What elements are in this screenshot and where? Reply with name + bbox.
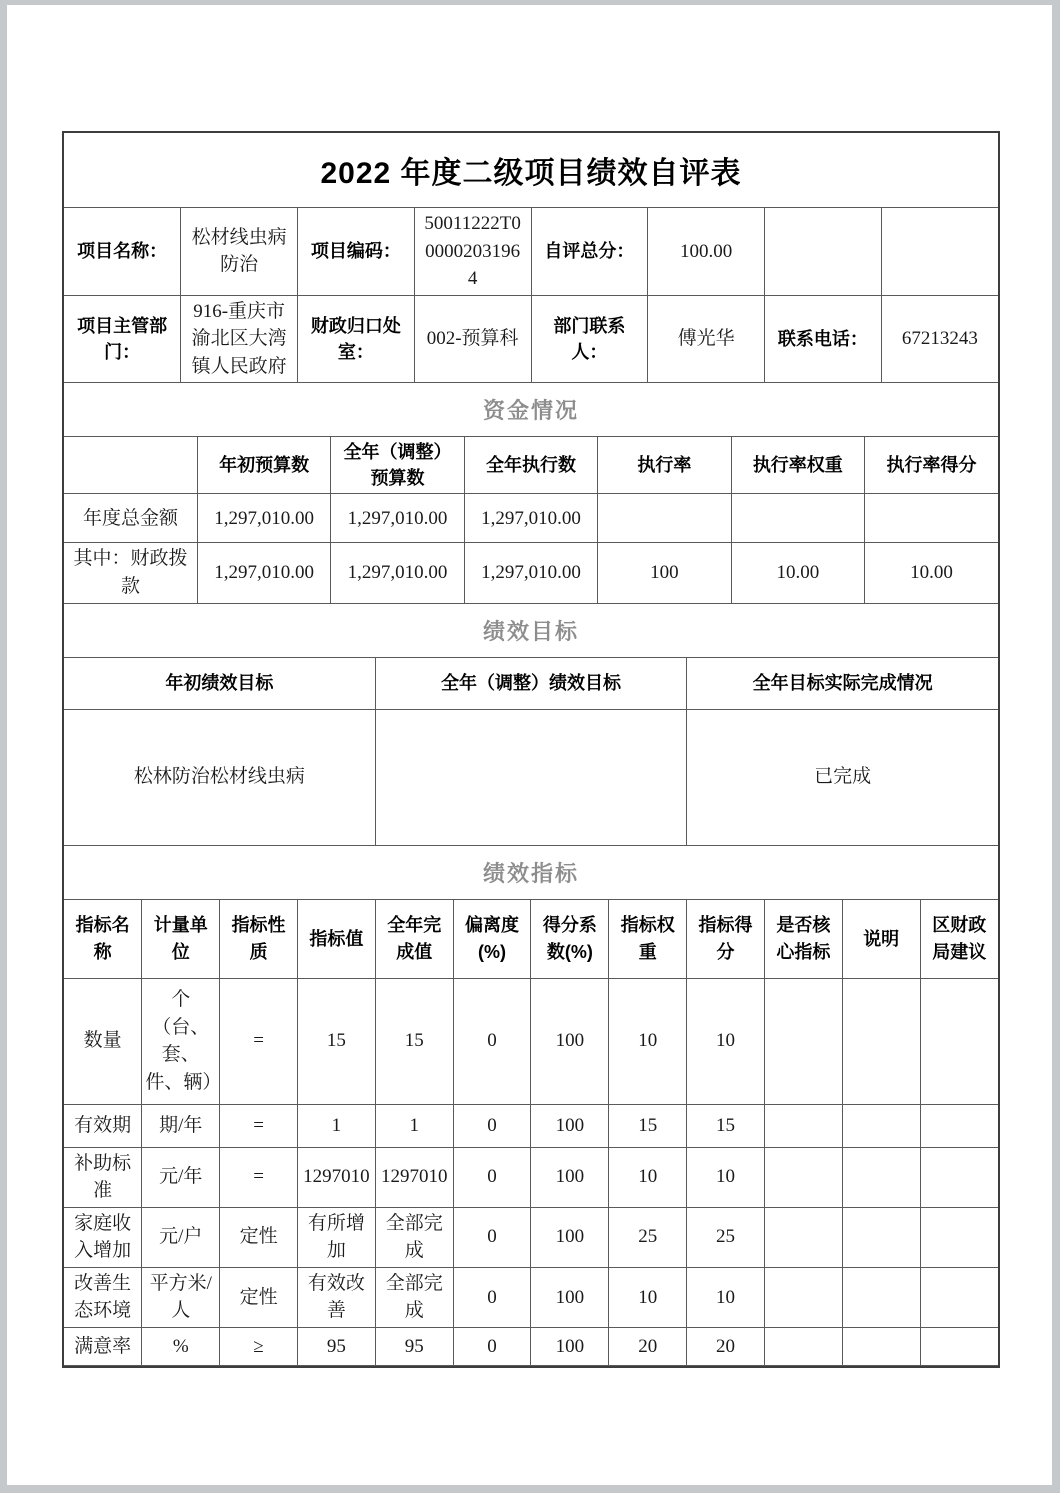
performance-goals-table xyxy=(64,657,998,846)
document-page xyxy=(7,5,1052,1485)
table-cell: 10 xyxy=(609,1147,687,1207)
table-cell: 67213243 xyxy=(881,295,998,383)
column-header: 全年（调整）预算数 xyxy=(331,437,464,494)
column-header: 指标名称 xyxy=(64,899,142,978)
table-cell xyxy=(881,208,998,296)
table-cell xyxy=(842,1147,920,1207)
table-cell: 100 xyxy=(531,1147,609,1207)
table-cell: 元/户 xyxy=(142,1207,220,1267)
table-cell: 有效期 xyxy=(64,1104,142,1147)
table-cell xyxy=(920,978,998,1104)
header-row xyxy=(64,899,998,978)
table-cell: 10 xyxy=(687,1147,765,1207)
table-cell: 有所增加 xyxy=(297,1207,375,1267)
table-cell: = xyxy=(220,1147,298,1207)
table-cell: 15 xyxy=(297,978,375,1104)
table-cell: 1297010 xyxy=(297,1147,375,1207)
table-cell: 10.00 xyxy=(731,543,864,603)
table-cell: 有效改善 xyxy=(297,1267,375,1327)
table-cell: 95 xyxy=(375,1327,453,1365)
table-cell: 10 xyxy=(609,978,687,1104)
table-cell: 已完成 xyxy=(687,709,998,845)
table-cell: 1,297,010.00 xyxy=(331,543,464,603)
table-cell: 个（台、套、件、辆） xyxy=(142,978,220,1104)
table-cell: 松林防治松材线虫病 xyxy=(64,709,375,845)
funding-table xyxy=(64,436,998,603)
table-cell xyxy=(920,1147,998,1207)
table-row xyxy=(64,208,998,296)
column-header: 指标值 xyxy=(297,899,375,978)
table-cell: 项目名称： xyxy=(64,208,181,296)
table-cell: 定性 xyxy=(220,1267,298,1327)
column-header xyxy=(64,437,197,494)
table-cell xyxy=(842,1104,920,1147)
table-cell: 0 xyxy=(453,1327,531,1365)
table-row xyxy=(64,543,998,603)
column-header: 偏离度(%) xyxy=(453,899,531,978)
table-cell xyxy=(865,494,998,543)
column-header: 年初绩效目标 xyxy=(64,657,375,709)
table-row xyxy=(64,978,998,1104)
table-cell: 0 xyxy=(453,1207,531,1267)
table-cell xyxy=(842,978,920,1104)
table-cell: 年度总金额 xyxy=(64,494,197,543)
table-cell: 15 xyxy=(375,978,453,1104)
column-header: 全年目标实际完成情况 xyxy=(687,657,998,709)
table-cell: 数量 xyxy=(64,978,142,1104)
column-header: 指标得分 xyxy=(687,899,765,978)
table-cell xyxy=(842,1327,920,1365)
table-row xyxy=(64,1327,998,1365)
table-cell: 0 xyxy=(453,1267,531,1327)
table-row xyxy=(64,1147,998,1207)
column-header: 计量单位 xyxy=(142,899,220,978)
table-cell: 95 xyxy=(297,1327,375,1365)
column-header: 指标权重 xyxy=(609,899,687,978)
table-row xyxy=(64,709,998,845)
table-row xyxy=(64,494,998,543)
table-row xyxy=(64,1207,998,1267)
table-cell: 财政归口处室： xyxy=(298,295,415,383)
table-cell: 20 xyxy=(687,1327,765,1365)
performance-indicators-table xyxy=(64,899,998,1366)
table-cell: 期/年 xyxy=(142,1104,220,1147)
table-cell xyxy=(375,709,686,845)
column-header: 是否核心指标 xyxy=(764,899,842,978)
table-cell: 100 xyxy=(598,543,731,603)
table-cell: 100 xyxy=(531,978,609,1104)
column-header: 全年完成值 xyxy=(375,899,453,978)
table-cell xyxy=(920,1207,998,1267)
table-cell: 自评总分： xyxy=(531,208,648,296)
table-row xyxy=(64,1267,998,1327)
table-cell: 10 xyxy=(609,1267,687,1327)
table-cell: 002-预算科 xyxy=(414,295,531,383)
table-cell: 项目编码： xyxy=(298,208,415,296)
table-cell: 10.00 xyxy=(865,543,998,603)
table-cell: 部门联系人： xyxy=(531,295,648,383)
project-info-table xyxy=(64,207,998,383)
table-cell: 916-重庆市渝北区大湾镇人民政府 xyxy=(181,295,298,383)
table-cell: 100 xyxy=(531,1267,609,1327)
table-cell: 100 xyxy=(531,1104,609,1147)
table-cell: 全部完成 xyxy=(375,1207,453,1267)
column-header: 得分系数(%) xyxy=(531,899,609,978)
table-cell: 25 xyxy=(609,1207,687,1267)
self-evaluation-form xyxy=(62,131,1000,1368)
column-header: 说明 xyxy=(842,899,920,978)
table-cell: 其中：财政拨款 xyxy=(64,543,197,603)
table-cell: 1 xyxy=(375,1104,453,1147)
table-cell: 100 xyxy=(531,1327,609,1365)
table-cell: 0 xyxy=(453,1104,531,1147)
table-cell: 改善生态环境 xyxy=(64,1267,142,1327)
table-cell: ≥ xyxy=(220,1327,298,1365)
table-cell xyxy=(764,1207,842,1267)
table-cell: 1 xyxy=(297,1104,375,1147)
table-cell xyxy=(920,1104,998,1147)
table-cell xyxy=(764,1327,842,1365)
column-header: 年初预算数 xyxy=(197,437,330,494)
table-cell: 项目主管部门： xyxy=(64,295,181,383)
table-cell: 15 xyxy=(687,1104,765,1147)
header-row xyxy=(64,657,998,709)
table-cell: % xyxy=(142,1327,220,1365)
column-header: 全年（调整）绩效目标 xyxy=(375,657,686,709)
column-header: 执行率 xyxy=(598,437,731,494)
table-cell: 补助标准 xyxy=(64,1147,142,1207)
table-cell: 1,297,010.00 xyxy=(464,494,597,543)
table-cell: 50011222T000002031964 xyxy=(414,208,531,296)
table-cell: 20 xyxy=(609,1327,687,1365)
table-cell: 0 xyxy=(453,1147,531,1207)
table-cell: 定性 xyxy=(220,1207,298,1267)
column-header: 执行率得分 xyxy=(865,437,998,494)
table-cell: 25 xyxy=(687,1207,765,1267)
table-cell xyxy=(920,1267,998,1327)
table-cell: 1,297,010.00 xyxy=(197,543,330,603)
column-header: 指标性质 xyxy=(220,899,298,978)
form-title: 2022 年度二级项目绩效自评表 xyxy=(320,157,742,190)
table-cell: 1,297,010.00 xyxy=(331,494,464,543)
table-cell xyxy=(842,1267,920,1327)
table-cell xyxy=(842,1207,920,1267)
table-cell: = xyxy=(220,978,298,1104)
table-cell: 15 xyxy=(609,1104,687,1147)
column-header: 全年执行数 xyxy=(464,437,597,494)
section-title-funding: 资金情况 xyxy=(482,398,579,424)
table-row xyxy=(64,295,998,383)
table-cell: 满意率 xyxy=(64,1327,142,1365)
table-cell: = xyxy=(220,1104,298,1147)
table-cell: 10 xyxy=(687,1267,765,1327)
column-header: 区财政局建议 xyxy=(920,899,998,978)
table-cell: 平方米/人 xyxy=(142,1267,220,1327)
header-row xyxy=(64,437,998,494)
section-title-goals: 绩效目标 xyxy=(482,618,579,644)
table-cell xyxy=(920,1327,998,1365)
table-cell: 傅光华 xyxy=(648,295,765,383)
table-cell: 1297010 xyxy=(375,1147,453,1207)
table-cell: 100 xyxy=(531,1207,609,1267)
table-row xyxy=(64,1104,998,1147)
column-header: 执行率权重 xyxy=(731,437,864,494)
table-cell: 全部完成 xyxy=(375,1267,453,1327)
table-cell: 10 xyxy=(687,978,765,1104)
section-title-indicators: 绩效指标 xyxy=(482,860,579,886)
table-cell xyxy=(764,1267,842,1327)
table-cell: 100.00 xyxy=(648,208,765,296)
table-cell xyxy=(764,1147,842,1207)
table-cell: 联系电话： xyxy=(765,295,882,383)
table-cell: 松材线虫病防治 xyxy=(181,208,298,296)
table-cell xyxy=(764,978,842,1104)
table-cell: 1,297,010.00 xyxy=(197,494,330,543)
table-cell xyxy=(598,494,731,543)
table-cell: 0 xyxy=(453,978,531,1104)
table-cell: 1,297,010.00 xyxy=(464,543,597,603)
table-cell xyxy=(731,494,864,543)
table-cell: 元/年 xyxy=(142,1147,220,1207)
table-cell xyxy=(765,208,882,296)
table-cell xyxy=(764,1104,842,1147)
table-cell: 家庭收入增加 xyxy=(64,1207,142,1267)
